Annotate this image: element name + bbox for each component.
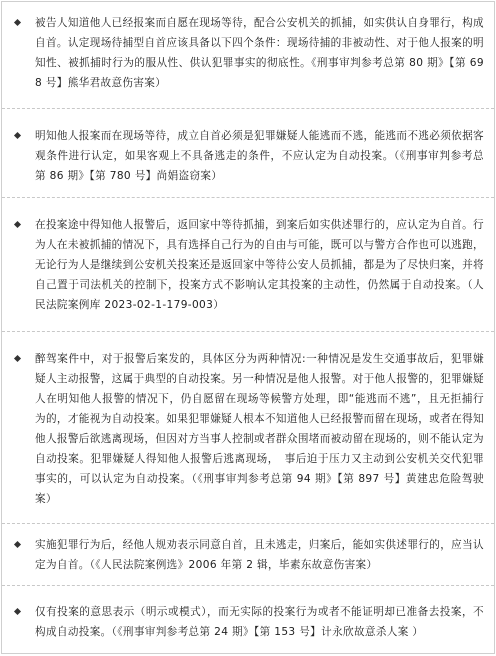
item-text: 被告人知道他人已经报案而自愿在现场等待，配合公安机关的抓捕，如实供认自身罪行，构成自首。认定现场待捕型自首应该具备以下四个条件：现场待捕的非被动性、对于他人报案的明知性、被抓捕时行为的服从性、供认犯罪事实的彻底性。《刑事审判参考总第 80 期》【第 698 号】熊华君故意伤害案）	[35, 17, 484, 89]
document-panel	[1, 1, 495, 654]
list-item	[2, 524, 494, 586]
item-text: 明知他人报案而在现场等待，成立自首必须是犯罪嫌疑人能逃而不逃，能逃而不逃必须依据客观条件进行认定，如果客观上不具备逃走的条件，不应认定为自动投案。（《刑事审判参考总第 86 期》【第 780 号】尚娟盗窃案）	[35, 130, 484, 182]
bullet-icon	[14, 19, 21, 26]
item-text: 在投案途中得知他人报警后，返回家中等待抓捕，到案后如实供述罪行的，应认定为自首。行为人在未被抓捕的情况下，具有选择自己行为的自由与可能，既可以与警方合作也可以逃跑，无论行为人是继续到公安机关投案还是返回家中等待公安人员抓捕，都是为了尽快归案，并将自己置于司法机关的控制下，投案方式不影响认定其投案的主动性，仍然属于自动投案。（人民法院案例库 2023-02-1-179-003）	[35, 219, 484, 311]
bullet-icon	[14, 355, 21, 362]
item-text: 实施犯罪行为后，经他人规劝表示同意自首，且未逃走，归案后，能如实供述罪行的，应当认定为自首。（《人民法院案例选》2006 年第 2 辑，毕素东故意伤害案）	[35, 539, 484, 571]
list-item	[2, 109, 494, 198]
item-text: 仅有投案的意思表示（明示或模式），而无实际的投案行为或者不能证明却已准备去投案，不构成自动投案。（《刑事审判参考总第 24 期》【第 153 号】计永欣故意杀人案 ）	[35, 606, 484, 638]
bullet-icon	[14, 541, 21, 548]
list-item	[2, 198, 494, 332]
bullet-icon	[14, 132, 21, 139]
bullet-icon	[14, 221, 21, 228]
item-text: 醉驾案件中，对于报警后案发的，具体区分为两种情况:一种情况是发生交通事故后，犯罪嫌疑人主动报警，这属于典型的自动投案。另一种情况是他人报警。对于他人报警的，犯罪嫌疑人在明知他人报警的情况下，仍自愿留在现场等候警方处理，即“能逃而不逃”，且无拒捕行为的，才能视为自动投案。如果犯罪嫌疑人根本不知道他人已经报警而留在现场，或者在得知他人报警后欲逃离现场，但因对方当事人控制或者群众围堵而被动留在现场的，则不能认定为自动投案。犯罪嫌疑人得知他人报警后逃离现场， 事后迫于压力又主动到公安机关交代犯罪事实的，可以认定为自动投案。（《刑事审判参考总第 94 期》【第 897 号】黄建忠危险驾驶案）	[35, 353, 484, 505]
bullet-icon	[14, 608, 21, 615]
list-item	[2, 2, 494, 109]
list-item	[2, 586, 494, 653]
list-item	[2, 332, 494, 524]
